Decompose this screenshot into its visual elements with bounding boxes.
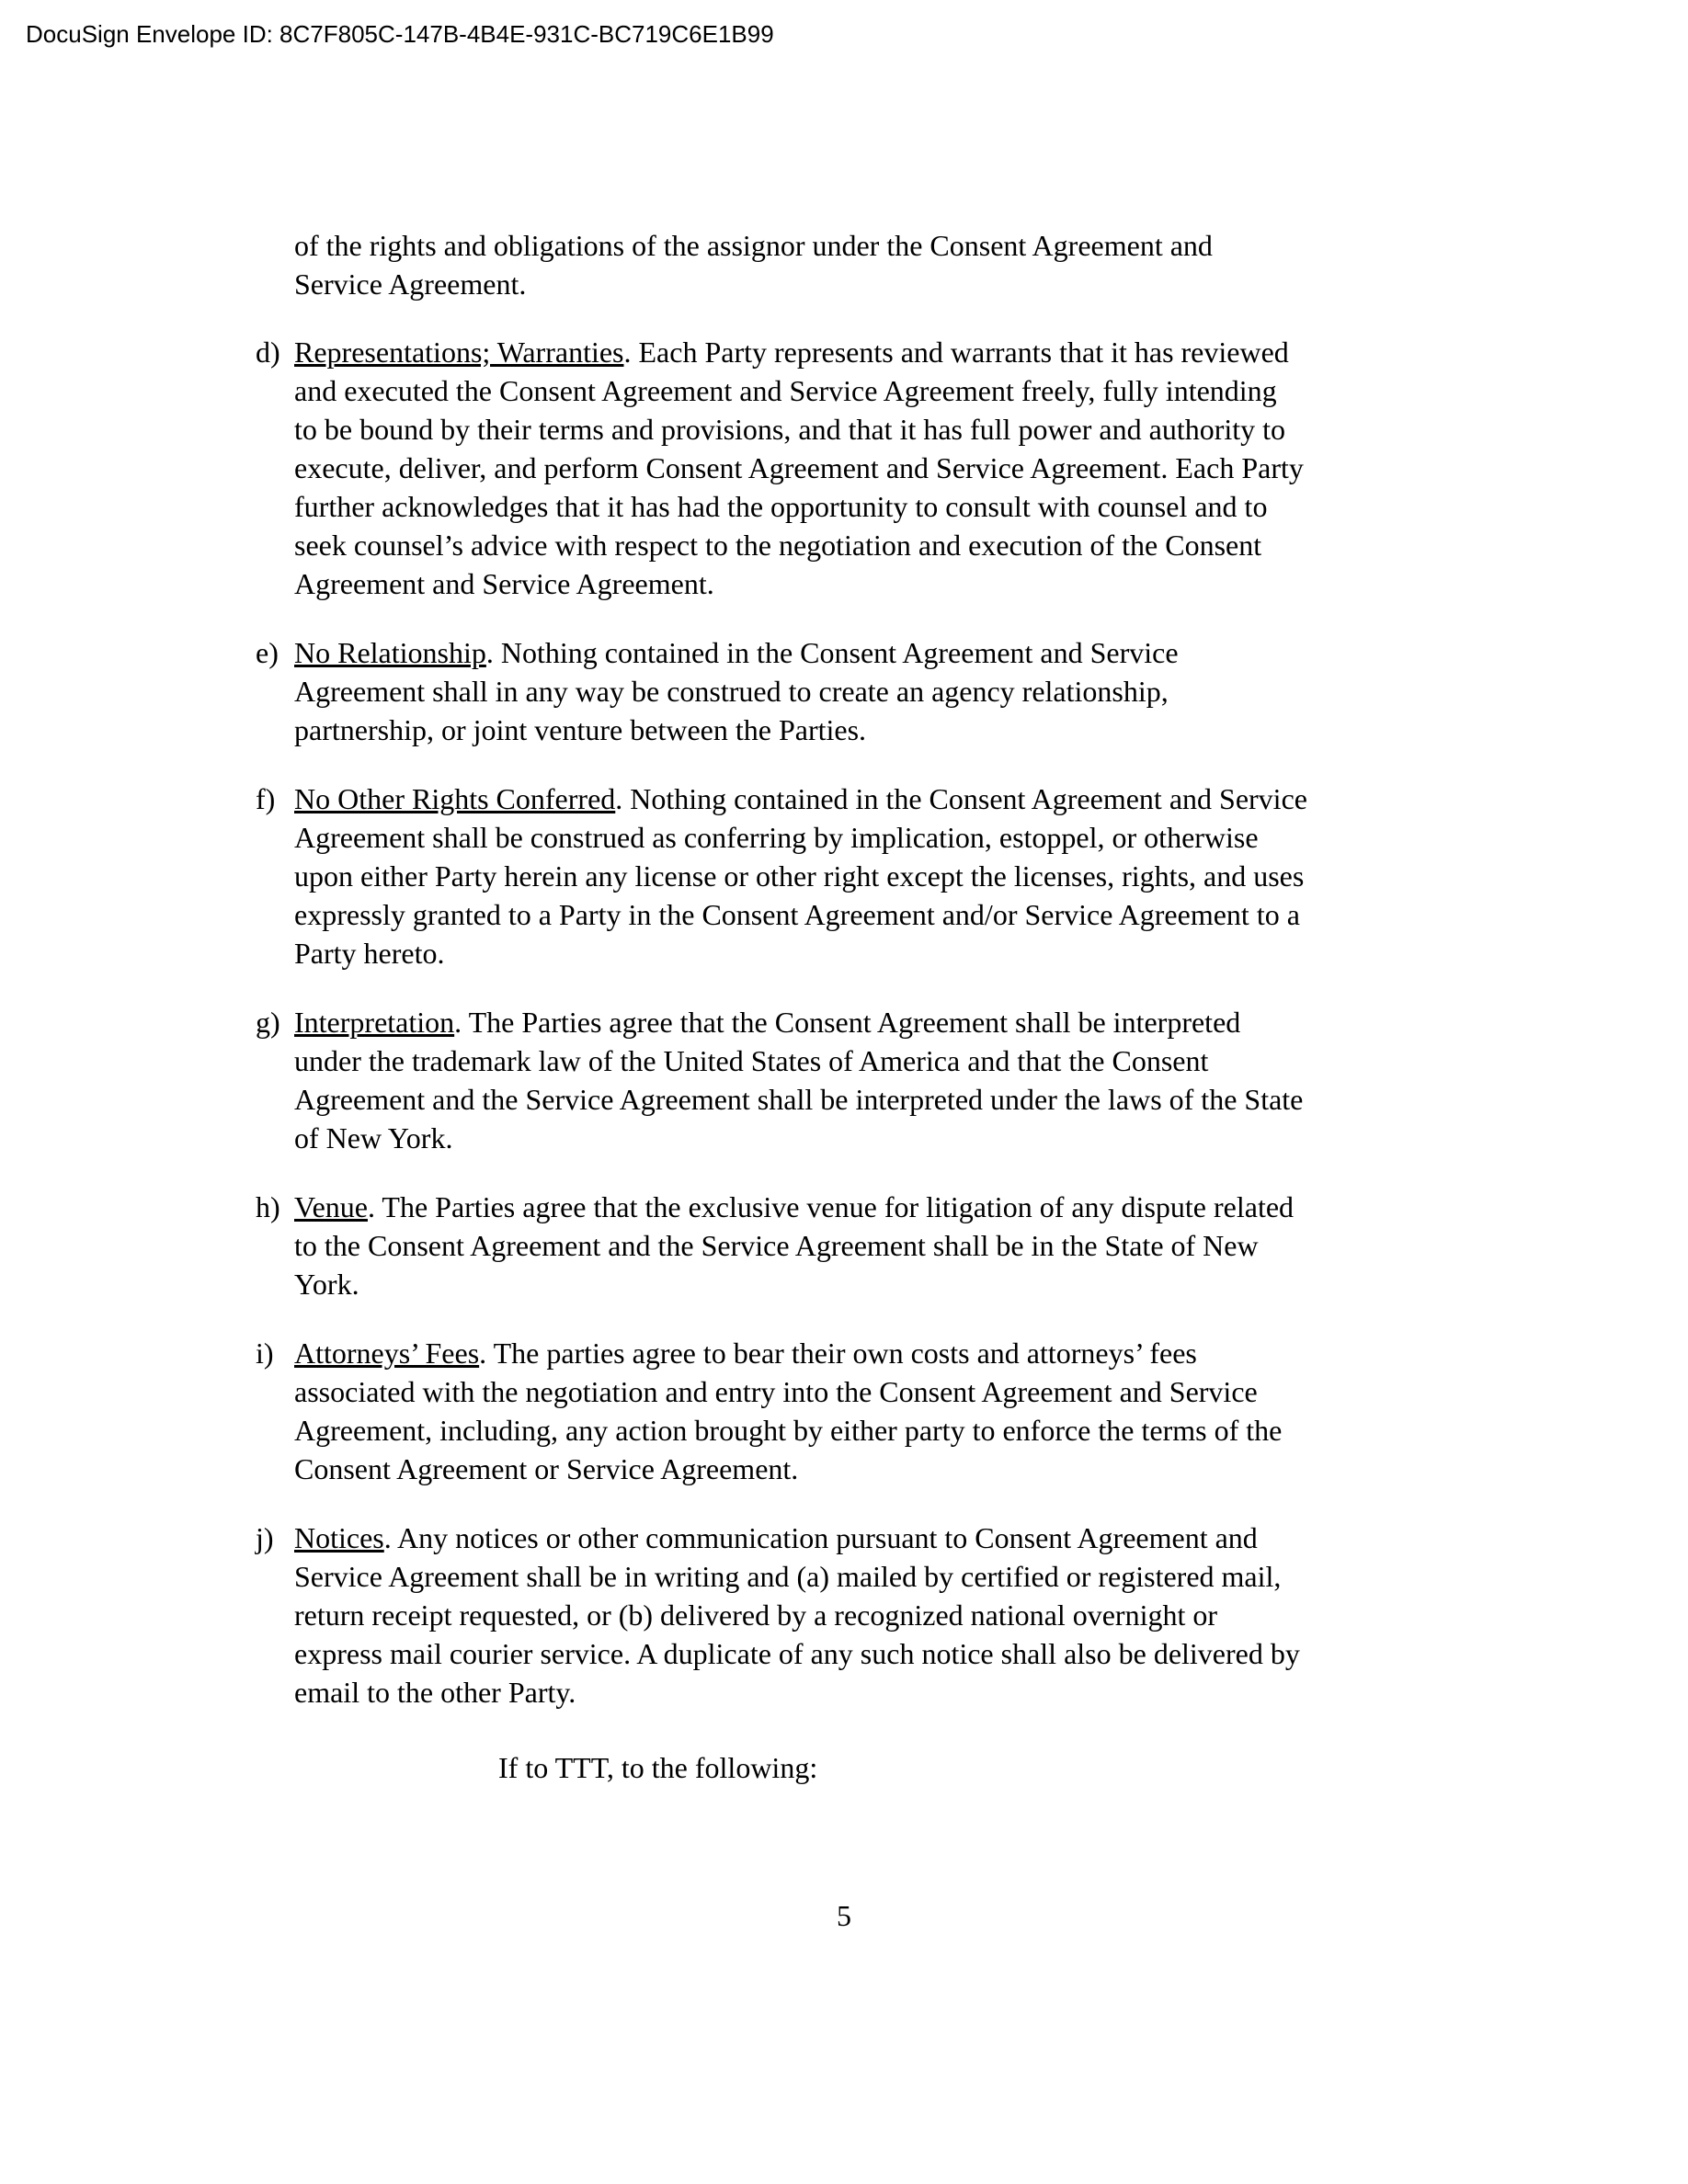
- section-body: . The parties agree to bear their own costs and attorneys’ fees associated with the negotiation and entry into the Consent Agreement and Service Agreement, including, any action brought by either party to enforce the terms of the Consent Agreement or Service Agreement.: [294, 1337, 1283, 1485]
- section-heading: Attorneys’ Fees: [294, 1337, 480, 1370]
- list-item-text: [294, 1334, 1517, 1488]
- notice-recipient-line: If to TTT, to the following:: [498, 1751, 818, 1784]
- paragraph-continuation: of the rights and obligations of the assignor under the Consent Agreement and Service Agreement.: [294, 229, 1213, 301]
- list-item-g: [256, 1003, 1653, 1157]
- section-body: . Any notices or other communication pursuant to Consent Agreement and Service Agreement shall be in writing and (a) mailed by certified or registered mail, return receipt requested, or (b) delivered by a recognized national overnight or express mail courier service. A duplicate of any such notice shall also be delivered by email to the other Party.: [294, 1521, 1300, 1709]
- list-item-d: [256, 333, 1653, 603]
- section-heading: No Other Rights Conferred: [294, 782, 616, 815]
- list-item-label: d): [256, 336, 280, 369]
- list-item-label: g): [256, 1006, 280, 1039]
- section-body: . The Parties agree that the Consent Agreement shall be interpreted under the trademark law of the United States of America and that the Consent Agreement and the Service Agreement shall be interpreted under the laws of the State of New York.: [294, 1006, 1304, 1155]
- list-item-label: f): [256, 782, 276, 815]
- list-item-text: [294, 633, 1517, 749]
- list-item-j: [256, 1519, 1653, 1712]
- list-item-label: i): [256, 1337, 274, 1370]
- list-item-f: [256, 779, 1653, 973]
- list-item-label: j): [256, 1521, 274, 1554]
- list-item-h: [256, 1188, 1653, 1303]
- section-body: . Each Party represents and warrants that it has reviewed and executed the Consent Agreement and Service Agreement freely, fully intending to be bound by their terms and provisions, and that it has full power and authority to execute, deliver, and perform Consent Agreement and Service Agreement. Each Party further acknowledges that it has had the opportunity to consult with counsel and to seek counsel’s advice with respect to the negotiation and execution of the Consent Agreement and Service Agreement.: [294, 336, 1304, 600]
- list-item-label: e): [256, 636, 279, 669]
- page-number: 5: [837, 1899, 851, 1932]
- document-body: [256, 226, 1653, 1787]
- section-body: . Nothing contained in the Consent Agreement and Service Agreement shall in any way be construed to create an agency relationship, partnership, or joint venture between the Parties.: [294, 636, 1179, 746]
- section-body: . Nothing contained in the Consent Agreement and Service Agreement shall be construed as conferring by implication, estoppel, or otherwise upon either Party herein any license or other right except the licenses, rights, and uses expressly granted to a Party in the Consent Agreement and/or Service Agreement to a Party hereto.: [294, 782, 1307, 970]
- docusign-envelope-id: DocuSign Envelope ID: 8C7F805C-147B-4B4E-931C-BC719C6E1B99: [26, 20, 774, 48]
- list-item-text: [294, 1188, 1517, 1303]
- list-item-label: h): [256, 1190, 280, 1223]
- list-item-text: [294, 1003, 1517, 1157]
- section-heading: Notices: [294, 1521, 384, 1554]
- section-heading: Venue: [294, 1190, 368, 1223]
- list-item-e: [256, 633, 1653, 749]
- section-heading: No Relationship: [294, 636, 486, 669]
- section-heading: Interpretation: [294, 1006, 455, 1039]
- list-item-text: [294, 1519, 1517, 1712]
- list-item-i: [256, 1334, 1653, 1488]
- list-item-text: [294, 333, 1517, 603]
- list-item-text: [294, 779, 1517, 973]
- section-body: . The Parties agree that the exclusive venue for litigation of any dispute related to the Consent Agreement and the Service Agreement shall be in the State of New York.: [294, 1190, 1295, 1301]
- section-heading: Representations; Warranties: [294, 336, 624, 369]
